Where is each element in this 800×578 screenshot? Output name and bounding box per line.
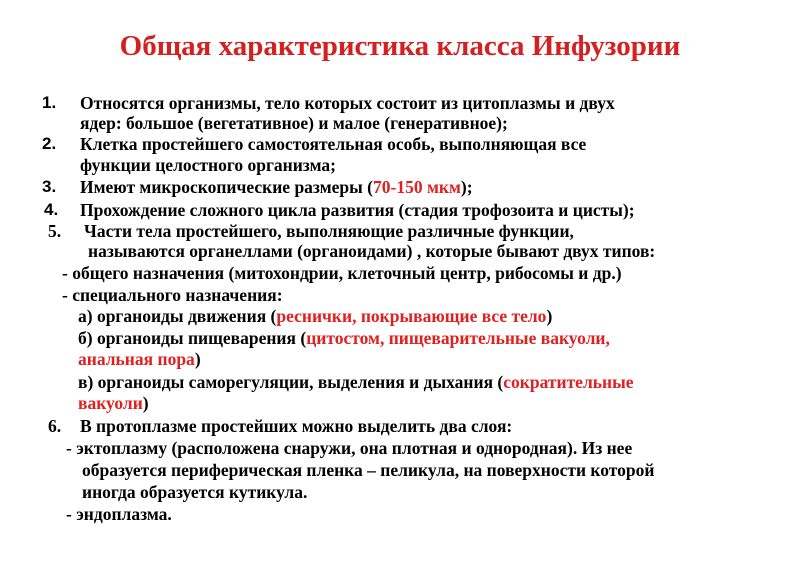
- anal-pore-highlight: анальная пора: [78, 349, 195, 369]
- organoids-movement: а) органоиды движения (реснички, покрывающие все тело): [78, 306, 553, 326]
- slide-title: Общая характеристика класса Инфузории: [119, 30, 681, 62]
- item-number-3: 3.: [42, 177, 57, 196]
- item-5-special-purpose: - специального назначения:: [62, 285, 283, 305]
- item-number-4: 4.: [44, 200, 59, 219]
- organoids-regulation: в) органоиды саморегуляции, выделения и дыхания (сократительные: [78, 372, 634, 392]
- item-1-line-2: ядер: большое (вегетативное) и малое (генеративное);: [80, 113, 508, 133]
- item-number-1: 1.: [42, 93, 57, 112]
- item-2-line-1: Клетка простейшего самостоятельная особь, выполняющая все: [80, 134, 587, 154]
- item-6-ectoplasm: - эктоплазму (расположена снаружи, она плотная и однородная). Из нее: [66, 438, 633, 458]
- organoids-digestion-cont: анальная пора): [78, 349, 201, 369]
- item-number-2: 2.: [42, 134, 57, 153]
- item-2-line-2: функции целостного организма;: [80, 155, 336, 175]
- item-6-ectoplasm-cont-1: образуется периферическая пленка – пеликула, на поверхности которой: [82, 460, 655, 480]
- regulation-highlight: сократительные: [503, 372, 634, 392]
- item-5-line-2: называются органеллами (органоидами) , которые бывают двух типов:: [88, 241, 656, 261]
- digestion-highlight: цитостом, пищеварительные вакуоли,: [306, 328, 610, 348]
- organoids-digestion: б) органоиды пищеварения (цитостом, пищеварительные вакуоли,: [78, 328, 610, 348]
- organoids-regulation-cont: вакуоли): [78, 393, 149, 413]
- item-4-line-1: Прохождение сложного цикла развития (стадия трофозоита и цисты);: [80, 200, 635, 220]
- item-6-line-1: В протоплазме простейших можно выделить два слоя:: [80, 416, 513, 436]
- movement-highlight: реснички, покрывающие все тело: [276, 306, 547, 326]
- item-1-line-1: Относятся организмы, тело которых состоит из цитоплазмы и двух: [80, 93, 615, 113]
- item-5-general-purpose: - общего назначения (митохондрии, клеточный центр, рибосомы и др.): [62, 263, 622, 283]
- item-number-6: 6.: [48, 416, 62, 436]
- item-number-5: 5.: [48, 221, 62, 241]
- item-3-line-1: Имеют микроскопические размеры (70-150 мкм);: [80, 177, 473, 197]
- size-highlight: 70-150 мкм: [373, 177, 461, 197]
- item-6-ectoplasm-cont-2: иногда образуется кутикула.: [82, 482, 308, 502]
- vacuoles-highlight: вакуоли: [78, 393, 143, 413]
- item-6-endoplasm: - эндоплазма.: [66, 504, 172, 524]
- item-5-line-1: Части тела простейшего, выполняющие различные функции,: [84, 221, 574, 241]
